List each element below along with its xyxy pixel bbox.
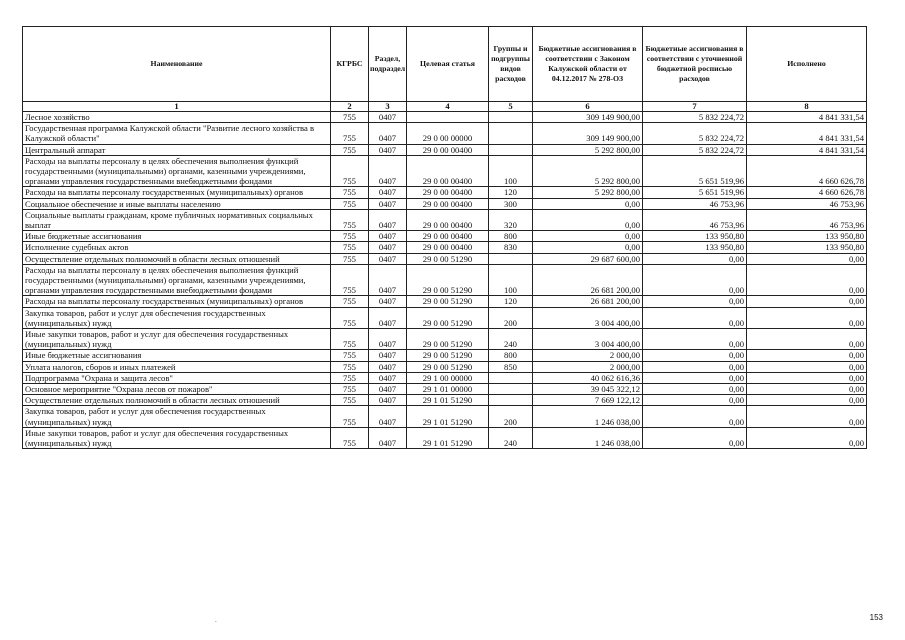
row-law-amount: 5 292 800,00 [533,144,643,155]
row-section: 0407 [369,406,407,427]
row-target: 29 0 00 00400 [407,155,489,187]
row-law-amount: 5 292 800,00 [533,155,643,187]
row-executed-amount: 46 753,96 [747,209,867,230]
row-group [489,395,533,406]
row-name: Государственная программа Калужской области "Развитие лесного хозяйства в Калужской области" [23,123,331,144]
row-name: Основное мероприятие "Охрана лесов от пожаров" [23,384,331,395]
row-group: 800 [489,350,533,361]
row-name: Осуществление отдельных полномочий в области лесных отношений [23,395,331,406]
row-kgrbs: 755 [331,264,369,296]
table-row [23,307,867,328]
table-row [23,296,867,307]
row-group: 240 [489,329,533,350]
row-section: 0407 [369,187,407,198]
header-law-allocations: Бюджетные ассигнования в соответствии с Законом Калужской области от 04.12.2017 № 278-ОЗ [533,27,643,102]
row-refined-amount: 0,00 [643,372,747,383]
row-target: 29 1 01 51290 [407,427,489,448]
row-kgrbs: 755 [331,395,369,406]
column-number: 8 [747,102,867,112]
row-refined-amount: 0,00 [643,406,747,427]
row-target: 29 0 00 00400 [407,144,489,155]
row-section: 0407 [369,144,407,155]
row-section: 0407 [369,427,407,448]
row-target: 29 1 00 00000 [407,372,489,383]
row-law-amount: 0,00 [533,242,643,253]
column-number: 6 [533,102,643,112]
column-number: 7 [643,102,747,112]
page-number: 153 [869,613,883,622]
row-name: Иные закупки товаров, работ и услуг для обеспечения государственных (муниципальных) нужд [23,329,331,350]
row-target: 29 0 00 00400 [407,198,489,209]
row-law-amount: 26 681 200,00 [533,264,643,296]
row-law-amount: 309 149 900,00 [533,112,643,123]
row-target: 29 1 01 51290 [407,406,489,427]
table-body [23,102,867,449]
row-section: 0407 [369,395,407,406]
row-executed-amount: 0,00 [747,406,867,427]
row-target: 29 0 00 00400 [407,231,489,242]
row-law-amount: 5 292 800,00 [533,187,643,198]
row-name: Осуществление отдельных полномочий в области лесных отношений [23,253,331,264]
row-refined-amount: 5 832 224,72 [643,112,747,123]
row-kgrbs: 755 [331,253,369,264]
row-section: 0407 [369,361,407,372]
row-kgrbs: 755 [331,329,369,350]
column-number-row [23,102,867,112]
table-row [23,350,867,361]
table-row [23,198,867,209]
row-executed-amount: 0,00 [747,427,867,448]
row-kgrbs: 755 [331,372,369,383]
row-section: 0407 [369,307,407,328]
row-kgrbs: 755 [331,198,369,209]
row-group: 200 [489,307,533,328]
header-refined-allocations: Бюджетные ассигнования в соответствии с уточненной бюджетной росписью расходов [643,27,747,102]
table-row [23,253,867,264]
row-target: 29 0 00 51290 [407,296,489,307]
row-kgrbs: 755 [331,307,369,328]
row-section: 0407 [369,384,407,395]
row-executed-amount: 0,00 [747,361,867,372]
table-row [23,395,867,406]
row-kgrbs: 755 [331,112,369,123]
table-row [23,427,867,448]
row-executed-amount: 0,00 [747,264,867,296]
row-refined-amount: 0,00 [643,307,747,328]
row-section: 0407 [369,112,407,123]
row-executed-amount: 4 841 331,54 [747,112,867,123]
row-law-amount: 0,00 [533,231,643,242]
row-name: Расходы на выплаты персоналу государственных (муниципальных) органов [23,296,331,307]
row-name: Закупка товаров, работ и услуг для обеспечения государственных (муниципальных) нужд [23,307,331,328]
row-kgrbs: 755 [331,209,369,230]
row-executed-amount: 4 660 626,78 [747,155,867,187]
row-law-amount: 2 000,00 [533,350,643,361]
row-target: 29 0 00 51290 [407,361,489,372]
row-executed-amount: 4 841 331,54 [747,123,867,144]
table-row [23,372,867,383]
row-kgrbs: 755 [331,384,369,395]
row-group: 240 [489,427,533,448]
row-kgrbs: 755 [331,123,369,144]
table-row [23,242,867,253]
row-target: 29 0 00 00000 [407,123,489,144]
row-executed-amount: 0,00 [747,372,867,383]
row-name: Расходы на выплаты персоналу в целях обеспечения выполнения функций государственными (муниципальными) органами, казенными учреждениями, органами управления государственными внебюджетными фондами [23,155,331,187]
row-group: 850 [489,361,533,372]
row-executed-amount: 46 753,96 [747,198,867,209]
row-kgrbs: 755 [331,231,369,242]
row-name: Закупка товаров, работ и услуг для обеспечения государственных (муниципальных) нужд [23,406,331,427]
row-name: Центральный аппарат [23,144,331,155]
row-target: 29 0 00 51290 [407,307,489,328]
row-target: 29 1 01 00000 [407,384,489,395]
row-executed-amount: 0,00 [747,350,867,361]
row-name: Иные бюджетные ассигнования [23,350,331,361]
row-section: 0407 [369,329,407,350]
row-law-amount: 7 669 122,12 [533,395,643,406]
row-target: 29 0 00 00400 [407,242,489,253]
row-name: Социальные выплаты гражданам, кроме публичных нормативных социальных выплат [23,209,331,230]
header-target: Целевая статья [407,27,489,102]
row-kgrbs: 755 [331,155,369,187]
table-row [23,187,867,198]
row-refined-amount: 0,00 [643,329,747,350]
row-law-amount: 2 000,00 [533,361,643,372]
row-section: 0407 [369,123,407,144]
column-number: 1 [23,102,331,112]
header-executed: Исполнено [747,27,867,102]
table-row [23,112,867,123]
row-law-amount: 1 246 038,00 [533,406,643,427]
row-refined-amount: 46 753,96 [643,198,747,209]
table-row [23,384,867,395]
budget-table [22,26,867,449]
table-row [23,264,867,296]
row-refined-amount: 5 651 519,96 [643,155,747,187]
row-kgrbs: 755 [331,187,369,198]
row-executed-amount: 4 841 331,54 [747,144,867,155]
row-target: 29 1 01 51290 [407,395,489,406]
row-executed-amount: 0,00 [747,253,867,264]
row-section: 0407 [369,253,407,264]
row-kgrbs: 755 [331,406,369,427]
row-section: 0407 [369,198,407,209]
row-refined-amount: 0,00 [643,296,747,307]
row-executed-amount: 0,00 [747,296,867,307]
row-section: 0407 [369,296,407,307]
row-executed-amount: 133 950,80 [747,231,867,242]
row-group [489,112,533,123]
row-kgrbs: 755 [331,350,369,361]
row-refined-amount: 0,00 [643,264,747,296]
row-section: 0407 [369,242,407,253]
row-section: 0407 [369,155,407,187]
row-law-amount: 40 062 616,36 [533,372,643,383]
row-refined-amount: 0,00 [643,395,747,406]
row-refined-amount: 0,00 [643,361,747,372]
row-group: 100 [489,264,533,296]
row-law-amount: 29 687 600,00 [533,253,643,264]
row-executed-amount: 0,00 [747,395,867,406]
row-executed-amount: 0,00 [747,307,867,328]
column-number: 3 [369,102,407,112]
table-row [23,144,867,155]
row-name: Лесное хозяйство [23,112,331,123]
row-law-amount: 1 246 038,00 [533,427,643,448]
row-group: 120 [489,296,533,307]
row-law-amount: 0,00 [533,209,643,230]
row-section: 0407 [369,231,407,242]
column-number: 2 [331,102,369,112]
row-refined-amount: 133 950,80 [643,242,747,253]
table-row [23,361,867,372]
row-target: 29 0 00 51290 [407,253,489,264]
row-section: 0407 [369,350,407,361]
row-group: 200 [489,406,533,427]
row-law-amount: 3 004 400,00 [533,329,643,350]
row-refined-amount: 0,00 [643,384,747,395]
table-row [23,406,867,427]
column-number: 4 [407,102,489,112]
row-refined-amount: 5 832 224,72 [643,123,747,144]
row-group: 830 [489,242,533,253]
row-section: 0407 [369,264,407,296]
row-group [489,384,533,395]
row-name: Социальное обеспечение и иные выплаты населению [23,198,331,209]
row-section: 0407 [369,372,407,383]
header-kgrbs: КГРБС [331,27,369,102]
header-name: Наименование [23,27,331,102]
row-kgrbs: 755 [331,427,369,448]
row-name: Иные закупки товаров, работ и услуг для обеспечения государственных (муниципальных) нужд [23,427,331,448]
row-kgrbs: 755 [331,296,369,307]
row-refined-amount: 0,00 [643,427,747,448]
row-law-amount: 309 149 900,00 [533,123,643,144]
row-executed-amount: 133 950,80 [747,242,867,253]
row-target: 29 0 00 00400 [407,187,489,198]
row-law-amount: 3 004 400,00 [533,307,643,328]
row-target [407,112,489,123]
scan-mark: . [215,616,217,624]
row-law-amount: 26 681 200,00 [533,296,643,307]
row-kgrbs: 755 [331,242,369,253]
header-row [23,27,867,102]
row-group: 800 [489,231,533,242]
row-refined-amount: 5 651 519,96 [643,187,747,198]
table-row [23,209,867,230]
table-row [23,329,867,350]
table-row [23,123,867,144]
row-law-amount: 0,00 [533,198,643,209]
row-section: 0407 [369,209,407,230]
row-group: 100 [489,155,533,187]
row-name: Исполнение судебных актов [23,242,331,253]
column-number: 5 [489,102,533,112]
row-refined-amount: 46 753,96 [643,209,747,230]
row-name: Расходы на выплаты персоналу в целях обеспечения выполнения функций государственными (муниципальными) органами, казенными учреждениями, органами управления государственными внебюджетными фондами [23,264,331,296]
row-refined-amount: 0,00 [643,350,747,361]
header-groups: Группы и подгруппы видов расходов [489,27,533,102]
row-refined-amount: 0,00 [643,253,747,264]
table-row [23,231,867,242]
row-group: 300 [489,198,533,209]
row-target: 29 0 00 51290 [407,350,489,361]
row-target: 29 0 00 00400 [407,209,489,230]
row-target: 29 0 00 51290 [407,329,489,350]
row-law-amount: 39 045 322,12 [533,384,643,395]
header-section: Раздел, подраздел [369,27,407,102]
table-row [23,155,867,187]
row-name: Подпрограмма "Охрана и защита лесов" [23,372,331,383]
row-kgrbs: 755 [331,361,369,372]
row-kgrbs: 755 [331,144,369,155]
row-name: Иные бюджетные ассигнования [23,231,331,242]
row-executed-amount: 0,00 [747,329,867,350]
row-name: Уплата налогов, сборов и иных платежей [23,361,331,372]
row-group [489,372,533,383]
row-refined-amount: 5 832 224,72 [643,144,747,155]
row-executed-amount: 4 660 626,78 [747,187,867,198]
row-name: Расходы на выплаты персоналу государственных (муниципальных) органов [23,187,331,198]
row-group: 320 [489,209,533,230]
row-executed-amount: 0,00 [747,384,867,395]
row-refined-amount: 133 950,80 [643,231,747,242]
row-group [489,144,533,155]
row-target: 29 0 00 51290 [407,264,489,296]
row-group [489,123,533,144]
row-group: 120 [489,187,533,198]
row-group [489,253,533,264]
